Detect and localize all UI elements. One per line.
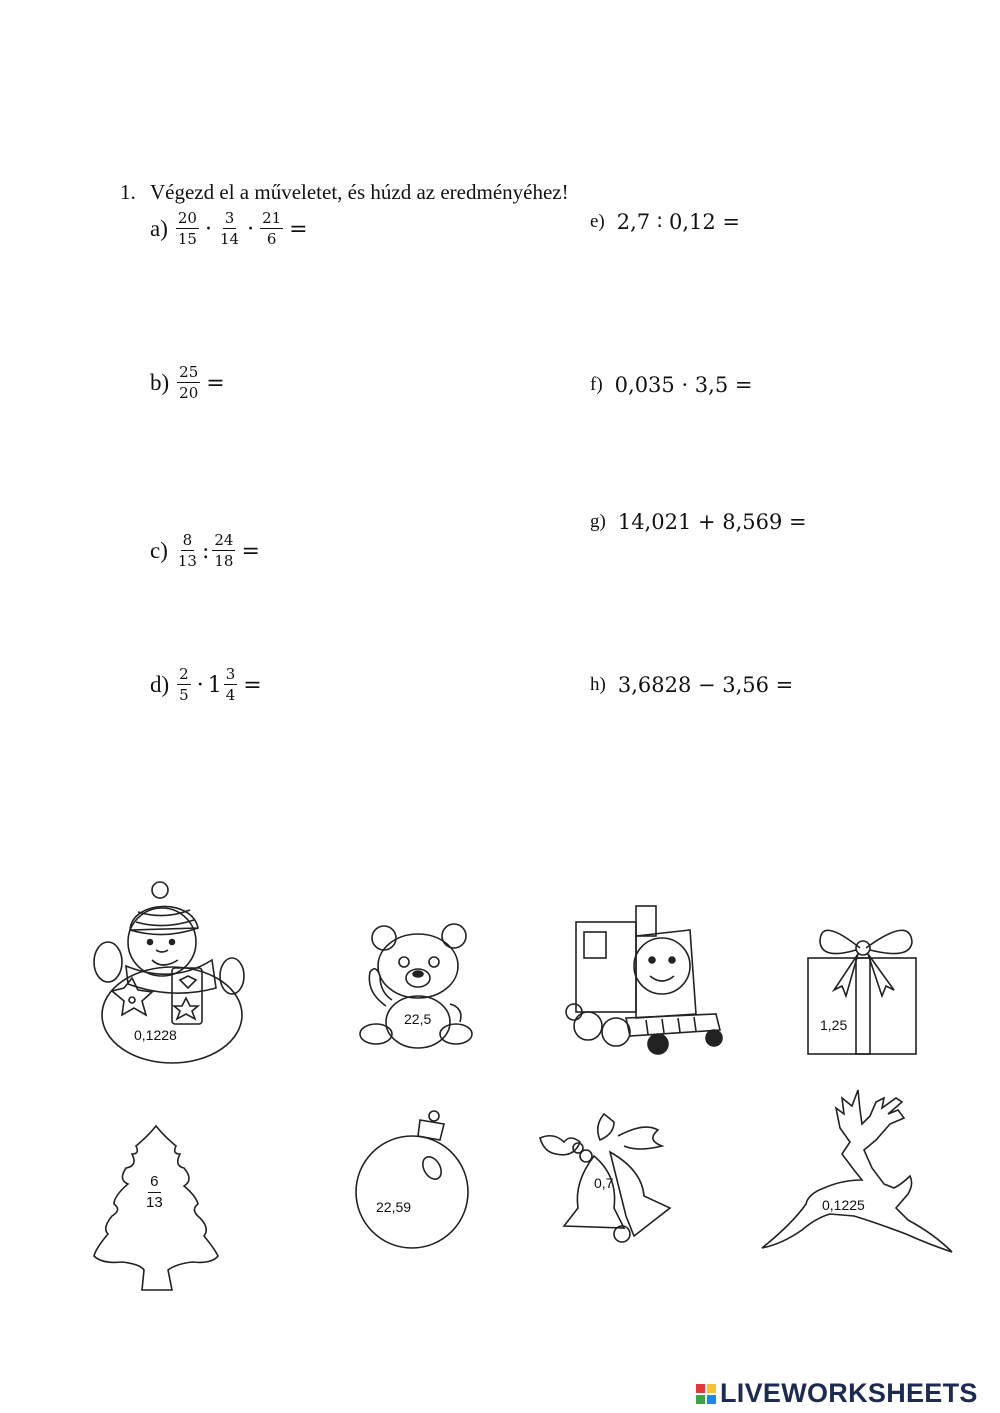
numerator: 21 xyxy=(260,210,283,229)
answer-label: 1,25 xyxy=(820,1017,848,1033)
numerator: 3 xyxy=(224,666,238,685)
logo-square xyxy=(707,1395,716,1404)
fraction xyxy=(218,210,241,249)
operator: · xyxy=(247,216,255,242)
denominator: 13 xyxy=(146,1193,163,1211)
expression: 2,7 ∶ 0,12 = xyxy=(616,210,741,234)
bell-icon xyxy=(534,1112,674,1248)
denominator: 6 xyxy=(266,230,277,249)
snowman-icon xyxy=(92,880,252,1065)
numerator: 20 xyxy=(176,210,199,229)
expression: 3,6828 − 3,56 = xyxy=(617,673,794,697)
denominator: 13 xyxy=(177,552,197,571)
fraction xyxy=(212,532,235,571)
denominator: 15 xyxy=(177,230,197,249)
tree-fraction xyxy=(144,1174,165,1211)
expression: 14,021 + 8,569 = xyxy=(617,510,807,534)
bear-icon xyxy=(356,922,474,1050)
exercise-g xyxy=(590,510,807,534)
task-title xyxy=(120,180,569,205)
answer-label: 0,1228 xyxy=(134,1027,177,1043)
exercise-d xyxy=(150,666,266,705)
train-icon xyxy=(566,902,726,1058)
exercise-label: f) xyxy=(590,374,603,395)
operator: · xyxy=(204,216,212,242)
reindeer-answer-card[interactable] xyxy=(758,1084,954,1256)
bear-answer-card[interactable] xyxy=(356,922,474,1050)
logo-square xyxy=(707,1384,716,1393)
answer-label: 0,1225 xyxy=(822,1197,865,1213)
denominator: 5 xyxy=(179,686,189,705)
exercise-label: g) xyxy=(590,511,606,532)
task-instruction: Végezd el a műveletet, és húzd az eredményéhez! xyxy=(150,180,569,204)
answer-label: 22,59 xyxy=(376,1199,412,1215)
fraction xyxy=(177,364,200,403)
logo-square xyxy=(696,1384,705,1393)
exercise-h xyxy=(590,673,793,697)
gift-icon xyxy=(806,920,920,1056)
fraction xyxy=(260,210,283,249)
exercise-label: a) xyxy=(150,216,168,242)
answer-label: 22,5 xyxy=(404,1011,432,1027)
numerator: 24 xyxy=(212,532,235,551)
exercise-c xyxy=(150,532,264,571)
fraction xyxy=(176,210,199,249)
denominator: 18 xyxy=(214,552,234,571)
train-answer-card[interactable] xyxy=(566,902,726,1058)
equals-sign: = xyxy=(206,370,225,396)
equals-sign: = xyxy=(243,672,262,698)
numerator: 6 xyxy=(148,1174,160,1193)
exercise-label: b) xyxy=(150,370,170,396)
reindeer-icon xyxy=(758,1084,954,1256)
bell-answer-card[interactable] xyxy=(534,1112,674,1248)
fraction xyxy=(176,532,199,571)
denominator: 20 xyxy=(179,384,199,403)
operator: : xyxy=(201,538,210,564)
operator: · xyxy=(196,672,204,698)
expression: 0,035 · 3,5 = xyxy=(614,373,753,397)
whole-number: 1 xyxy=(207,672,222,698)
snowman-answer-card[interactable] xyxy=(92,880,252,1065)
numerator: 25 xyxy=(177,364,200,383)
equals-sign: = xyxy=(241,538,260,564)
exercise-e xyxy=(590,210,740,234)
numerator: 8 xyxy=(181,532,195,551)
gift-answer-card[interactable] xyxy=(806,920,920,1056)
logo-mark-icon xyxy=(696,1384,716,1404)
task-number: 1. xyxy=(120,180,136,204)
answer-label: 0,7 xyxy=(594,1175,614,1191)
equals-sign: = xyxy=(289,216,308,242)
fraction xyxy=(224,666,238,705)
liveworksheets-logo xyxy=(696,1378,978,1409)
exercise-label: e) xyxy=(590,211,605,232)
exercise-b xyxy=(150,364,229,403)
exercise-label: c) xyxy=(150,538,168,564)
denominator: 14 xyxy=(219,230,240,249)
ornament-answer-card[interactable] xyxy=(350,1110,474,1248)
exercise-a xyxy=(150,210,312,249)
numerator: 3 xyxy=(223,210,237,229)
exercise-label: d) xyxy=(150,672,170,698)
numerator: 2 xyxy=(177,666,191,685)
ornament-icon xyxy=(350,1110,474,1248)
logo-square xyxy=(696,1395,705,1404)
exercise-f xyxy=(590,373,752,397)
denominator: 4 xyxy=(225,686,236,705)
logo-text: LIVEWORKSHEETS xyxy=(720,1378,978,1408)
exercise-label: h) xyxy=(590,674,606,695)
fraction xyxy=(177,666,191,705)
